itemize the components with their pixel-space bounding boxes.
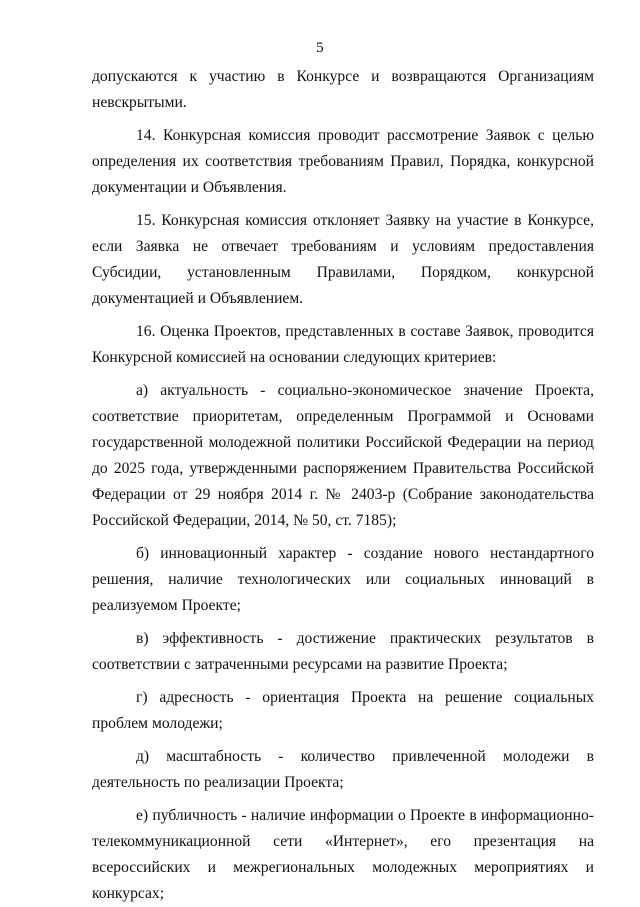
- paragraph-16: 16. Оценка Проектов, представленных в составе Заявок, проводится Конкурсной комиссией на основании следующих критериев:: [92, 323, 594, 366]
- paragraph-14: 14. Конкурсная комиссия проводит рассмотрение Заявок с целью определения их соответствия требованиям Правил, Порядка, конкурсной документации и Объявления.: [92, 127, 594, 196]
- criterion-v: в) эффективность - достижение практических результатов в соответствии с затраченными ресурсами на развитие Проекта;: [92, 630, 594, 673]
- paragraph-15: 15. Конкурсная комиссия отклоняет Заявку на участие в Конкурсе, если Заявка не отвечает требованиям и условиям предоставления Субсидии, установленным Правилами, Порядком, конкурсной документацией и Объявлением.: [92, 212, 594, 307]
- criterion-d: д) масштабность - количество привлеченной молодежи в деятельность по реализации Проекта;: [92, 748, 594, 791]
- page-number: 5: [316, 40, 324, 56]
- criterion-a: а) актуальность - социально-экономическое значение Проекта, соответствие приоритетам, определенным Программой и Основами государственной молодежной политики Российской Федерации на период до 2025 года, утвержденными распоряжением Правительства Российской Федерации от 29 ноября 2014 г. № 2403-р (Собрание законодательства Российской Федерации, 2014, № 50, ст. 7185);: [92, 382, 594, 529]
- criterion-b: б) инновационный характер - создание нового нестандартного решения, наличие технологических или социальных инноваций в реализуемом Проекте;: [92, 545, 594, 614]
- paragraph-continuation: допускаются к участию в Конкурсе и возвращаются Организациям невскрытыми.: [92, 68, 594, 111]
- document-body: [92, 64, 594, 907]
- criterion-e: е) публичность - наличие информации о Проекте в информационно-телекоммуникационной сети «Интернет», его презентация на всероссийских и межрегиональных молодежных мероприятиях и конкурсах;: [92, 807, 594, 902]
- criterion-g: г) адресность - ориентация Проекта на решение социальных проблем молодежи;: [92, 689, 594, 732]
